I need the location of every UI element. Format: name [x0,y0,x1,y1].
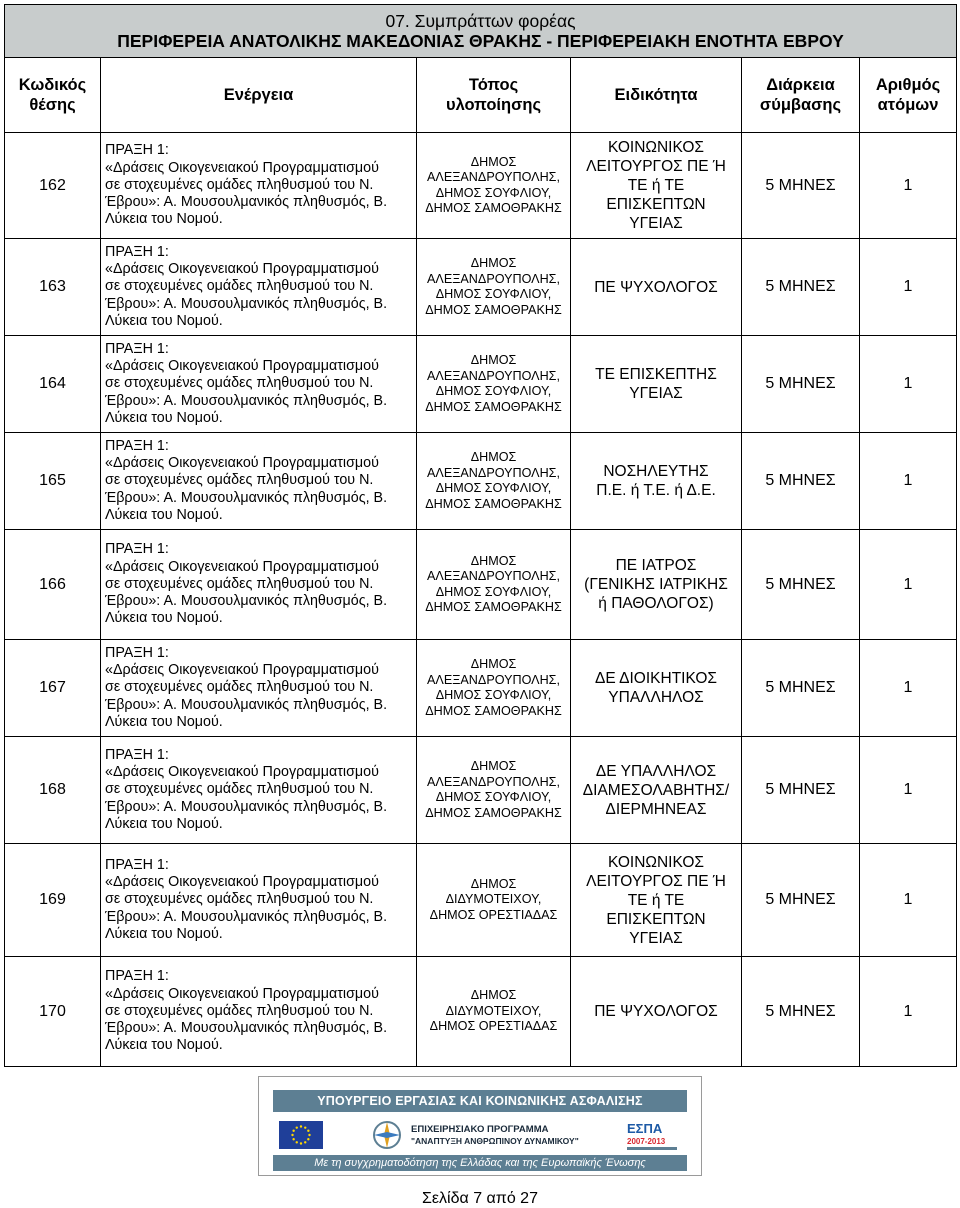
place-cell-line: ΔΗΜΟΣ ΟΡΕΣΤΙΑΔΑΣ [429,907,558,922]
specialty-cell-line: ΚΟΙΝΩΝΙΚΟΣ [607,853,704,871]
eu-star [300,1125,302,1127]
col-header-duration: Διάρκεια σύμβασης [742,58,860,133]
place-cell-line: ΔΗΜΟΣ [470,154,517,169]
specialty-cell-line: ΤΕ ΕΠΙΣΚΕΠΤΗΣ [595,366,717,383]
place-cell-line: ΑΛΕΞΑΝΔΡΟΥΠΟΛΗΣ, [427,368,560,383]
duration-cell: 5 ΜΗΝΕΣ [742,433,860,530]
specialty-cell [571,957,742,1067]
table-title [5,5,957,58]
action-cell-line: σε στοχευμένες ομάδες πληθυσμού του Ν. [105,891,374,908]
action-cell-line: σε στοχευμένες ομάδες πληθυσμού του Ν. [105,781,374,798]
action-cell-line: «Δράσεις Οικογενειακού Προγραμματισμού [105,874,379,891]
specialty-cell-line: ΛΕΙΤΟΥΡΓΟΣ ΠΕ Ή [586,158,726,175]
position-code: 167 [5,640,101,737]
specialty-cell [571,844,742,957]
action-cell-line: ΠΡΑΞΗ 1: [105,340,169,357]
action-cell-line: Λύκεια του Νομού. [105,211,223,228]
action-cell [101,133,417,239]
place-cell-line: ΔΗΜΟΣ [470,450,517,464]
position-code: 164 [5,336,101,433]
place-cell [417,133,571,239]
place-cell [417,957,571,1067]
action-cell [101,336,417,433]
action-cell [101,433,417,530]
logos-strip [273,1117,687,1151]
specialty-cell-line: ΔΙΑΜΕΣΟΛΑΒΗΤΗΣ/ [582,781,730,799]
specialty-cell-line: ΔΙΕΡΜΗΝΕΑΣ [605,800,707,818]
action-cell-line: Λύκεια του Νομού. [105,925,223,942]
place-cell-line: ΔΗΜΟΣ ΣΟΥΦΛΙΟΥ, [435,584,552,599]
action-cell-line: Έβρου»: Α. Μουσουλμανικός πληθυσμός, Β. [105,696,388,713]
action-cell-line: «Δράσεις Οικογενειακού Προγραμματισμού [105,985,379,1002]
action-cell-line: Έβρου»: Α. Μουσουλμανικός πληθυσμός, Β. [105,1020,388,1037]
duration-cell: 5 ΜΗΝΕΣ [742,957,860,1067]
place-cell-line: ΔΗΜΟΣ ΣΑΜΟΘΡΑΚΗΣ [425,703,562,718]
place-cell [417,640,571,737]
place-cell-line: ΔΗΜΟΣ ΣΟΥΦΛΙΟΥ, [435,481,552,495]
specialty-cell-line: (ΓΕΝΙΚΗΣ ΙΑΤΡΙΚΗΣ [584,576,728,593]
position-code: 165 [5,433,101,530]
eu-flag-icon [279,1121,323,1149]
table-row [5,336,957,433]
place-cell-line: ΔΗΜΟΣ ΣΟΥΦΛΙΟΥ, [435,688,552,702]
eu-star [307,1138,309,1140]
table-row [5,133,957,239]
table-row [5,737,957,844]
table-row [5,640,957,737]
eu-star [296,1126,298,1128]
action-cell-line: Λύκεια του Νομού. [105,610,223,627]
action-cell-line: «Δράσεις Οικογενειακού Προγραμματισμού [105,764,379,781]
place-cell-line: ΔΗΜΟΣ [470,876,517,891]
action-cell-line: «Δράσεις Οικογενειακού Προγραμματισμού [105,558,379,575]
action-cell-line: «Δράσεις Οικογενειακού Προγραμματισμού [105,261,379,278]
espa-years: 2007-2013 [627,1137,666,1146]
eu-star [300,1142,302,1144]
eu-star [307,1130,309,1132]
place-cell-line: ΔΗΜΟΣ ΣΑΜΟΘΡΑΚΗΣ [425,399,562,414]
specialty-cell-line: ΛΕΙΤΟΥΡΓΟΣ ΠΕ Ή [586,872,726,890]
specialty-cell [571,530,742,640]
specialty-cell-line: ή ΠΑΘΟΛΟΓΟΣ) [598,595,714,612]
specialty-cell-line: ΠΕ ΙΑΤΡΟΣ [615,557,697,574]
place-cell-line: ΑΛΕΞΑΝΔΡΟΥΠΟΛΗΣ, [427,672,560,687]
action-cell-line: Λύκεια του Νομού. [105,312,223,329]
duration-cell: 5 ΜΗΝΕΣ [742,239,860,336]
espa-logo-icon [623,1119,685,1151]
action-cell [101,844,417,957]
table-row [5,239,957,336]
espa-name: ΕΣΠΑ [627,1121,663,1136]
title-line-1: 07. Συμπράττων φορέας [385,11,576,31]
place-cell [417,844,571,957]
action-cell-line: Έβρου»: Α. Μουσουλμανικός πληθυσμός, Β. [105,489,388,506]
place-cell-line: ΔΗΜΟΣ [470,256,517,270]
action-cell [101,530,417,640]
table-row [5,530,957,640]
place-cell-line: ΑΛΕΞΑΝΔΡΟΥΠΟΛΗΣ, [427,774,560,789]
place-cell-line: ΔΗΜΟΣ [470,353,517,367]
place-cell-line: ΔΗΜΟΣ ΣΑΜΟΘΡΑΚΗΣ [425,600,562,614]
place-cell-line: ΔΙΔΥΜΟΤΕΙΧΟΥ, [445,1003,542,1018]
table-row [5,844,957,957]
action-cell-line: «Δράσεις Οικογενειακού Προγραμματισμού [105,455,379,472]
funding-banner [258,1076,702,1176]
place-cell-line: ΔΙΔΥΜΟΤΕΙΧΟΥ, [445,892,542,907]
action-cell-line: σε στοχευμένες ομάδες πληθυσμού του Ν. [105,1002,374,1019]
specialty-cell-line: ΥΓΕΙΑΣ [629,929,683,947]
title-line-2: ΠΕΡΙΦΕΡΕΙΑ ΑΝΑΤΟΛΙΚΗΣ ΜΑΚΕΔΟΝΙΑΣ ΘΡΑΚΗΣ - ΠΕΡΙΦΕΡΕΙΑΚΗ ΕΝΟΤΗΤΑ ΕΒΡΟΥ [117,31,844,51]
place-cell [417,737,571,844]
action-cell-line: Λύκεια του Νομού. [105,409,223,426]
position-code: 168 [5,737,101,844]
place-cell-line: ΔΗΜΟΣ [470,657,517,671]
table-row [5,433,957,530]
eu-star [304,1126,306,1128]
action-cell-line: «Δράσεις Οικογενειακού Προγραμματισμού [105,662,379,679]
cofunding-note: Με τη συγχρηματοδότηση της Ελλάδας και της Ευρωπαϊκής Ένωσης [273,1155,687,1171]
position-code: 166 [5,530,101,640]
specialty-cell-line: ΥΠΑΛΛΗΛΟΣ [608,689,704,706]
place-cell [417,336,571,433]
specialty-cell [571,640,742,737]
place-cell-line: ΑΛΕΞΑΝΔΡΟΥΠΟΛΗΣ, [427,271,560,286]
op-logo-icon [371,1117,631,1153]
action-cell [101,239,417,336]
action-cell-line: Λύκεια του Νομού. [105,815,223,832]
action-cell-line: σε στοχευμένες ομάδες πληθυσμού του Ν. [105,472,374,489]
place-cell-line: ΔΗΜΟΣ [470,553,517,568]
positions-table [4,4,957,1067]
col-header-code: Κωδικός θέσης [5,58,101,133]
action-cell-line: ΠΡΑΞΗ 1: [105,644,169,661]
col-header-place: Τόπος υλοποίησης [417,58,571,133]
specialty-cell-line: ΠΕ ΨΥΧΟΛΟΓΟΣ [594,278,718,296]
eu-star [292,1130,294,1132]
action-cell-line: Λύκεια του Νομού. [105,506,223,523]
eu-star [292,1138,294,1140]
place-cell-line: ΔΗΜΟΣ [470,759,517,773]
specialty-cell [571,239,742,336]
action-cell-line: «Δράσεις Οικογενειακού Προγραμματισμού [105,358,379,375]
action-cell-line: Έβρου»: Α. Μουσουλμανικός πληθυσμός, Β. [105,194,388,211]
duration-cell: 5 ΜΗΝΕΣ [742,336,860,433]
column-header-row [5,58,957,133]
action-cell-line: Έβρου»: Α. Μουσουλμανικός πληθυσμός, Β. [105,798,388,815]
specialty-cell [571,336,742,433]
op-line-1: ΕΠΙΧΕΙΡΗΣΙΑΚΟ ΠΡΟΓΡΑΜΜΑ [411,1124,549,1135]
action-cell-line: ΠΡΑΞΗ 1: [105,968,169,985]
place-cell-line: ΔΗΜΟΣ ΣΟΥΦΛΙΟΥ, [435,185,552,200]
count-cell: 1 [860,336,957,433]
eu-star [304,1141,306,1143]
position-code: 162 [5,133,101,239]
place-cell-line: ΑΛΕΞΑΝΔΡΟΥΠΟΛΗΣ, [427,569,560,583]
action-cell-line: σε στοχευμένες ομάδες πληθυσμού του Ν. [105,575,374,592]
col-header-specialty: Ειδικότητα [571,58,742,133]
duration-cell: 5 ΜΗΝΕΣ [742,737,860,844]
table-row [5,957,957,1067]
specialty-cell-line: ΠΕ ΨΥΧΟΛΟΓΟΣ [594,1003,718,1020]
col-header-action: Ενέργεια [101,58,417,133]
place-cell-line: ΔΗΜΟΣ ΣΑΜΟΘΡΑΚΗΣ [425,496,562,511]
specialty-cell-line: ΤΕ ή ΤΕ [627,891,685,909]
page-number: Σελίδα 7 από 27 [422,1190,538,1207]
place-cell-line: ΔΗΜΟΣ ΣΑΜΟΘΡΑΚΗΣ [425,302,562,317]
action-cell-line: ΠΡΑΞΗ 1: [105,541,169,558]
place-cell-line: ΔΗΜΟΣ ΣΑΜΟΘΡΑΚΗΣ [425,201,562,215]
specialty-cell [571,133,742,239]
specialty-cell-line: ΔΕ ΥΠΑΛΛΗΛΟΣ [595,762,717,780]
position-code: 163 [5,239,101,336]
duration-cell: 5 ΜΗΝΕΣ [742,530,860,640]
count-cell: 1 [860,433,957,530]
action-cell-line: ΠΡΑΞΗ 1: [105,243,169,260]
place-cell-line: ΔΗΜΟΣ [470,988,517,1003]
specialty-cell-line: ΔΕ ΔΙΟΙΚΗΤΙΚΟΣ [595,670,717,687]
action-cell-line: ΠΡΑΞΗ 1: [105,746,169,763]
ministry-title: ΥΠΟΥΡΓΕΙΟ ΕΡΓΑΣΙΑΣ ΚΑΙ ΚΟΙΝΩΝΙΚΗΣ ΑΣΦΑΛΙΣΗΣ [273,1090,687,1112]
specialty-cell-line: ΚΟΙΝΩΝΙΚΟΣ [607,139,704,156]
count-cell: 1 [860,957,957,1067]
action-cell [101,640,417,737]
action-cell-line: ΠΡΑΞΗ 1: [105,856,169,873]
specialty-cell-line: ΝΟΣΗΛΕΥΤΗΣ [603,463,709,480]
action-cell-line: ΠΡΑΞΗ 1: [105,437,169,454]
position-code: 170 [5,957,101,1067]
place-cell-line: ΔΗΜΟΣ ΣΟΥΦΛΙΟΥ, [435,790,552,804]
table-body [5,133,957,1067]
duration-cell: 5 ΜΗΝΕΣ [742,133,860,239]
col-header-count: Αριθμός ατόμων [860,58,957,133]
table-title-row [5,5,957,58]
op-line-2: "ΑΝΑΠΤΥΞΗ ΑΝΘΡΩΠΙΝΟΥ ΔΥΝΑΜΙΚΟΥ" [411,1136,579,1146]
count-cell: 1 [860,530,957,640]
position-code: 169 [5,844,101,957]
action-cell-line: Λύκεια του Νομού. [105,713,223,730]
eu-star [291,1134,293,1136]
action-cell-line: ΠΡΑΞΗ 1: [105,142,169,159]
place-cell-line: ΔΗΜΟΣ ΣΟΥΦΛΙΟΥ, [435,287,552,301]
count-cell: 1 [860,133,957,239]
action-cell-line: Έβρου»: Α. Μουσουλμανικός πληθυσμός, Β. [105,295,388,312]
specialty-cell [571,433,742,530]
action-cell-line: Έβρου»: Α. Μουσουλμανικός πληθυσμός, Β. [105,908,388,925]
action-cell-line: σε στοχευμένες ομάδες πληθυσμού του Ν. [105,176,374,193]
action-cell-line: Λύκεια του Νομού. [105,1037,223,1054]
place-cell-line: ΔΗΜΟΣ ΟΡΕΣΤΙΑΔΑΣ [429,1019,558,1034]
count-cell: 1 [860,640,957,737]
action-cell-line: σε στοχευμένες ομάδες πληθυσμού του Ν. [105,679,374,696]
action-cell-line: Έβρου»: Α. Μουσουλμανικός πληθυσμός, Β. [105,392,388,409]
duration-cell: 5 ΜΗΝΕΣ [742,640,860,737]
specialty-cell-line: ΕΠΙΣΚΕΠΤΩΝ [606,196,706,213]
place-cell [417,433,571,530]
action-cell-line: Έβρου»: Α. Μουσουλμανικός πληθυσμός, Β. [105,593,388,610]
action-cell-line: «Δράσεις Οικογενειακού Προγραμματισμού [105,159,379,176]
action-cell [101,957,417,1067]
place-cell-line: ΔΗΜΟΣ ΣΟΥΦΛΙΟΥ, [435,384,552,398]
place-cell-line: ΑΛΕΞΑΝΔΡΟΥΠΟΛΗΣ, [427,465,560,480]
specialty-cell-line: ΤΕ ή ΤΕ [627,177,685,194]
place-cell-line: ΔΗΜΟΣ ΣΑΜΟΘΡΑΚΗΣ [425,805,562,820]
specialty-cell-line: ΕΠΙΣΚΕΠΤΩΝ [606,910,706,928]
eu-star [308,1134,310,1136]
specialty-cell-line: ΥΓΕΙΑΣ [629,215,683,232]
count-cell: 1 [860,844,957,957]
eu-star [296,1141,298,1143]
count-cell: 1 [860,239,957,336]
specialty-cell-line: ΥΓΕΙΑΣ [629,385,683,402]
specialty-cell [571,737,742,844]
place-cell-line: ΑΛΕΞΑΝΔΡΟΥΠΟΛΗΣ, [427,170,560,184]
count-cell: 1 [860,737,957,844]
place-cell [417,239,571,336]
action-cell [101,737,417,844]
action-cell-line: σε στοχευμένες ομάδες πληθυσμού του Ν. [105,278,374,295]
place-cell [417,530,571,640]
action-cell-line: σε στοχευμένες ομάδες πληθυσμού του Ν. [105,375,374,392]
specialty-cell-line: Π.Ε. ή Τ.Ε. ή Δ.Ε. [596,482,716,499]
duration-cell: 5 ΜΗΝΕΣ [742,844,860,957]
